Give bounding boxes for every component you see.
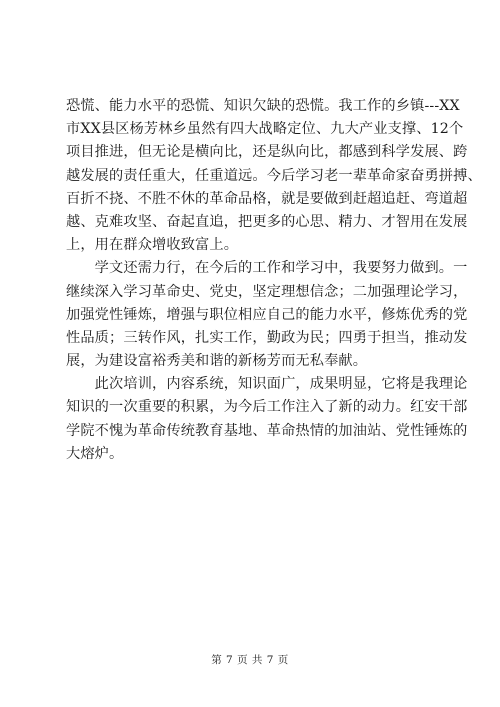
- text-line: 展，为建设富裕秀美和谐的新杨芳而无私奉献。: [66, 353, 368, 370]
- text-line: 市XX县区杨芳林乡虽然有四大战略定位、九大产业支撑、12个: [66, 121, 464, 138]
- text-line: 越发展的责任重大，任重道远。今后学习老一辈革命家奋勇拼搏、: [66, 167, 482, 184]
- paragraph-3: [66, 373, 468, 466]
- paragraph-2: [66, 257, 468, 373]
- page-footer: 第 7 页 共 7 页: [211, 654, 289, 666]
- text-line: 大熔炉。: [66, 445, 124, 462]
- text-line: 学文还需力行，在今后的工作和学习中，我要努力做到。一: [66, 260, 468, 277]
- text-line: 此次培训，内容系统，知识面广，成果明显，它将是我理论: [66, 376, 468, 393]
- text-line: 学院不愧为革命传统教育基地、革命热情的加油站、党性锤炼的: [66, 422, 468, 439]
- text-line: 加强党性锤炼，增强与职位相应自己的能力水平，修炼优秀的党: [66, 306, 468, 323]
- text-line: 上，用在群众增收致富上。: [66, 237, 239, 254]
- paragraph-1: [66, 95, 482, 257]
- text-line: 继续深入学习革命史、党史，坚定理想信念；二加强理论学习，: [66, 283, 468, 300]
- text-line: 恐慌、能力水平的恐慌、知识欠缺的恐慌。我工作的乡镇---XX: [66, 98, 460, 114]
- text-line: 百折不挠、不胜不休的革命品格，就是要做到赶超追赶、弯道超: [66, 190, 468, 207]
- text-line: 越、克难攻坚、奋起直追，把更多的心思、精力、才智用在发展: [66, 213, 468, 230]
- text-line: 性品质；三转作风，扎实工作，勤政为民；四勇于担当，推动发: [66, 329, 468, 346]
- text-line: 知识的一次重要的积累，为今后工作注入了新的动力。红安干部: [66, 399, 468, 416]
- text-line: 项目推进，但无论是横向比，还是纵向比，都感到科学发展、跨: [66, 144, 468, 161]
- body-text: [66, 95, 482, 466]
